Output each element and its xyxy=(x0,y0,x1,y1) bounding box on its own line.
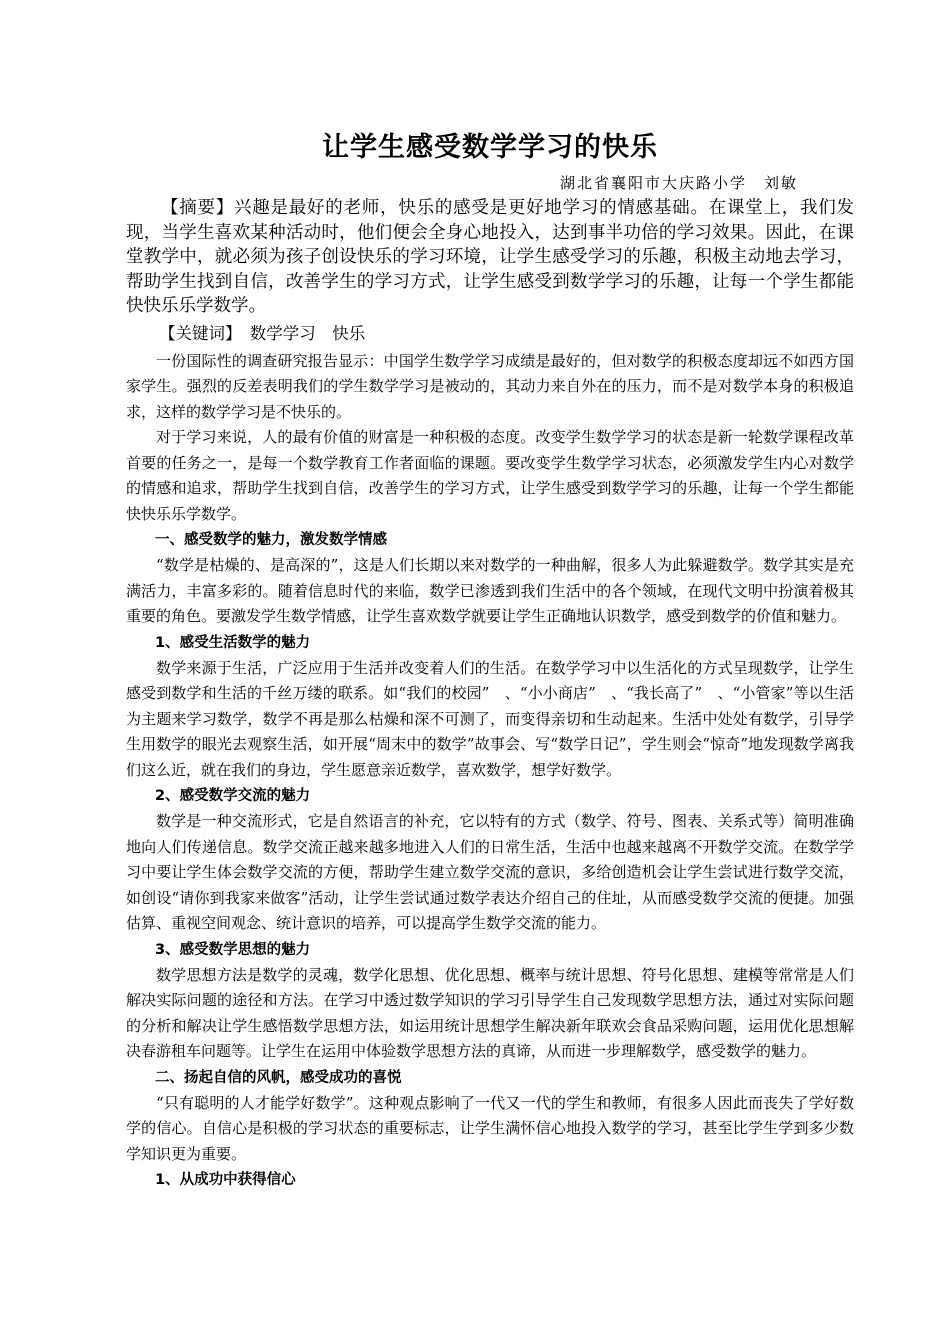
subsection-heading: 1、从成功中获得信心 xyxy=(155,1172,296,1189)
body-paragraph: 数学思想方法是数学的灵魂，数学化思想、优化思想、概率与统计思想、符号化思想、建模等常常是人们解决实际问题的途径和方法。在学习中透过数学知识的学习引导学生自己发现数学思想方法，通过对实际问题的分析和解决让学生感悟数学思想方法，如运用统计思想学生解决新年联欢会食品采购问题，运用优化思想解决春游租车问题等。让学生在运用中体验数学思想方法的真谛，从而进一步理解数学，感受数学的魅力。 xyxy=(126,965,854,1061)
keywords-line: 【关键词】 数学学习 快乐 xyxy=(159,323,366,343)
body-paragraph: 对于学习来说，人的最有价值的财富是一种积极的态度。改变学生数学学习的状态是新一轮数学课程改革首要的任务之一，是每一个数学教育工作者面临的课题。要改变学生数学学习状态，必须激发学生内心对数学的情感和追求，帮助学生找到自信，改善学生的学习方式，让学生感受到数学学习的乐趣，让每一个学生都能快快乐乐学数学。 xyxy=(126,428,854,523)
body-paragraph: 一份国际性的调查研究报告显示：中国学生数学学习成绩是最好的，但对数学的积极态度却远不如西方国家学生。强烈的反差表明我们的学生数学学习是被动的，其动力来自外在的压力，而不是对数学本身的积极追求，这样的数学学习是不快乐的。 xyxy=(126,351,854,421)
abstract-paragraph: 【摘要】兴趣是最好的老师，快乐的感受是更好地学习的情感基础。在课堂上，我们发现，当学生喜欢某种活动时，他们便会全身心地投入，达到事半功倍的学习效果。因此，在课堂教学中，就必须为孩子创设快乐的学习环境，让学生感受学习的乐趣，积极主动地去学习，帮助学生找到自信，改善学生的学习方式，让学生感受到数学学习的乐趣，让每一个学生都能快快乐乐学数学。 xyxy=(126,198,854,317)
body-paragraph: 数学来源于生活，广泛应用于生活并改变着人们的生活。在数学学习中以生活化的方式呈现数学，让学生感受到数学和生活的千丝万缕的联系。如“我们的校园” 、“小小商店” 、“我长高了” 、“小管家”等以生活为主题来学习数学，数学不再是那么枯燥和深不可测了，而变得亲切和生动起来。生活中处处有数学，引导学生用数学的眼光去观察生活，如开展“周末中的数学”故事会、写“数学日记”，学生则会“惊奇”地发现数学离我们这么近，就在我们的身边，学生愿意亲近数学，喜欢数学，想学好数学。 xyxy=(126,658,854,779)
author-line: 湖北省襄阳市大庆路小学 刘敏 xyxy=(559,174,798,192)
body-paragraph: “只有聪明的人才能学好数学”。这种观点影响了一代又一代的学生和教师，有很多人因此而丧失了学好数学的信心。自信心是积极的学习状态的重要标志，让学生满怀信心地投入数学的学习，甚至比学生学到多少数学知识更为重要。 xyxy=(126,1093,854,1163)
document-title: 让学生感受数学学习的快乐 xyxy=(322,132,658,163)
subsection-heading: 1、感受生活数学的魅力 xyxy=(155,634,311,651)
section-heading: 一、感受数学的魅力，激发数学情感 xyxy=(155,532,387,549)
document-page xyxy=(126,128,854,1193)
section-heading: 二、扬起自信的风帆，感受成功的喜悦 xyxy=(155,1069,402,1086)
subsection-heading: 3、感受数学思想的魅力 xyxy=(155,941,311,958)
body-paragraph: “数学是枯燥的、是高深的”，这是人们长期以来对数学的一种曲解，很多人为此躲避数学。数学其实是充满活力，丰富多彩的。随着信息时代的来临，数学已渗透到我们生活中的各个领域，在现代文明中扮演着极其重要的角色。要激发学生数学情感，让学生喜欢数学就要让学生正确地认识数学，感受到数学的价值和魅力。 xyxy=(126,556,854,626)
subsection-heading: 2、感受数学交流的魅力 xyxy=(155,788,311,805)
body-paragraph: 数学是一种交流形式，它是自然语言的补充，它以特有的方式（数学、符号、图表、关系式等）简明准确地向人们传递信息。数学交流正越来越多地进入人们的日常生活，生活中也越来越离不开数学交流。在数学学习中要让学生体会数学交流的方便，帮助学生建立数学交流的意识，多给创造机会让学生尝试进行数学交流，如创设“请你到我家来做客”活动，让学生尝试通过数学表达介绍自己的住址，从而感受数学交流的便捷。加强估算、重视空间观念、统计意识的培养，可以提高学生数学交流的能力。 xyxy=(126,812,854,933)
